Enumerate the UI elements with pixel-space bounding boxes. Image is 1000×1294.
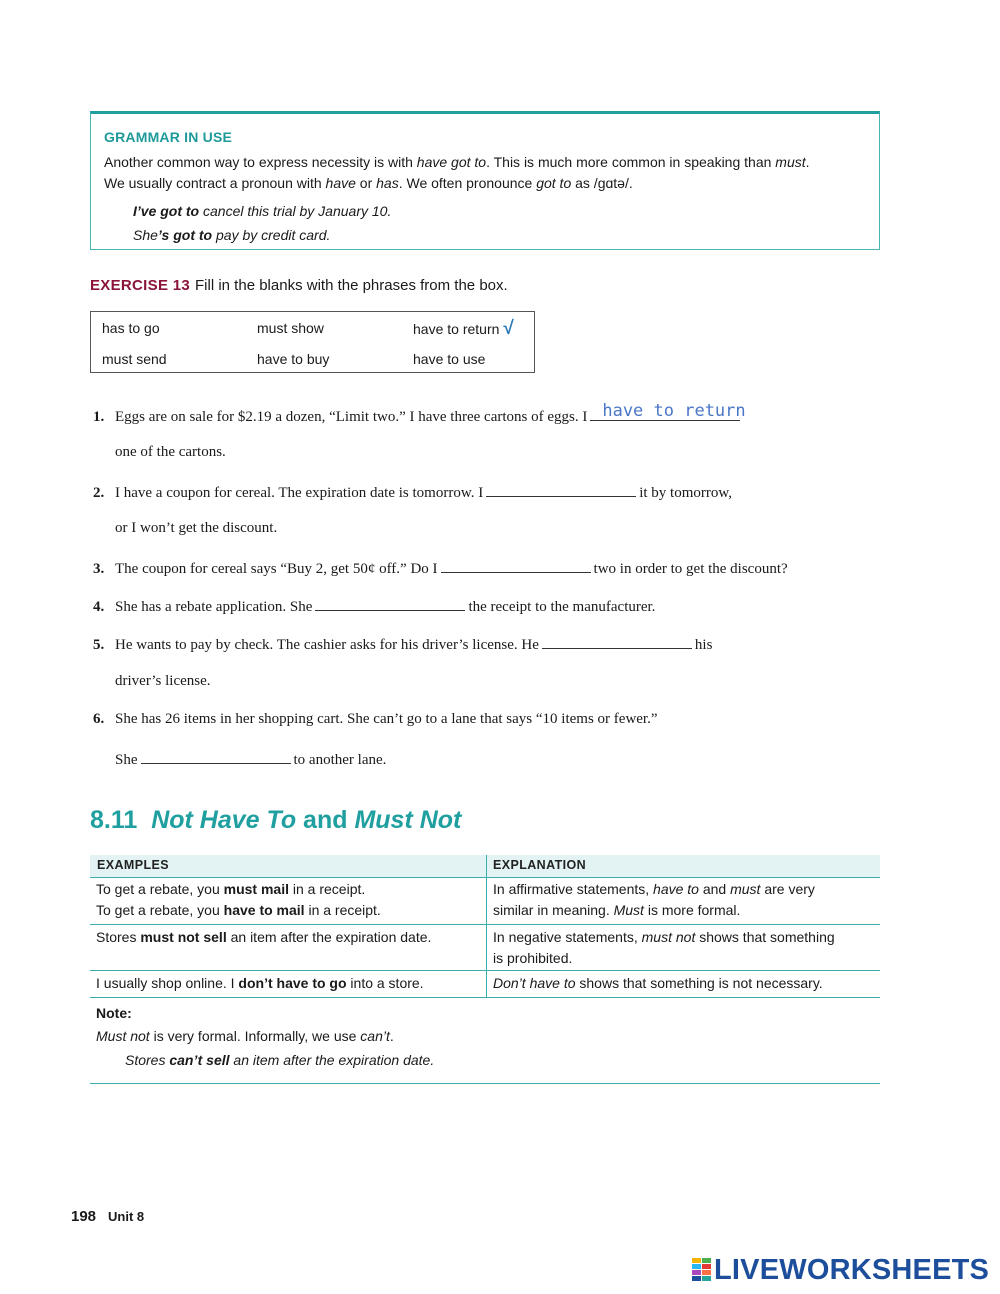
grammar-box-line-2: We usually contract a pronoun with have or has. We often pronounce got to as /gɑtə/. — [104, 175, 633, 191]
exercise-item-2: 2. I have a coupon for cereal. The expiration date is tomorrow. I it by tomorrow, — [93, 482, 732, 502]
answer-blank-6[interactable] — [141, 749, 291, 764]
answer-blank-4[interactable] — [315, 596, 465, 611]
header-examples: EXAMPLES — [97, 858, 169, 872]
answer-blank-5[interactable] — [542, 634, 692, 649]
grammar-box-title: GRAMMAR IN USE — [104, 129, 233, 145]
section-number: 8.11 — [90, 806, 138, 834]
exercise-item-3: 3. The coupon for cereal says “Buy 2, get 50¢ off.” Do I two in order to get the discount? — [93, 558, 788, 578]
row-divider — [90, 924, 880, 925]
exercise-item-4: 4. She has a rebate application. She the receipt to the manufacturer. — [93, 596, 655, 616]
table-header — [90, 855, 880, 878]
exercise-item-5: 5. He wants to pay by check. The cashier asks for his driver’s license. He his — [93, 634, 712, 654]
phrase-have-to-return: have to return √ — [413, 318, 514, 339]
phrase-have-to-use: have to use — [413, 351, 486, 367]
check-mark-icon: √ — [503, 318, 514, 339]
column-divider — [486, 855, 487, 997]
row-divider — [90, 997, 880, 998]
answer-blank-1[interactable] — [590, 401, 746, 421]
exercise-label: EXERCISE 13 — [90, 277, 191, 294]
header-explanation: EXPLANATION — [493, 858, 587, 872]
liveworksheets-icon — [692, 1258, 712, 1282]
exercise-item-1: 1. Eggs are on sale for $2.19 a dozen, “Limit two.” I have three cartons of eggs. I have to return — [93, 401, 746, 425]
grammar-in-use-box — [90, 111, 880, 250]
note-example: Stores can’t sell an item after the expiration date. — [125, 1052, 435, 1068]
answer-blank-3[interactable] — [441, 558, 591, 573]
exercise-item-1-continuation: one of the cartons. — [115, 444, 226, 460]
exercise-item-2-continuation: or I won’t get the discount. — [115, 520, 278, 536]
grammar-example-1: I’ve got to cancel this trial by January 10. — [133, 203, 392, 219]
table-row-3-explanation: Don’t have to shows that something is not necessary. — [493, 975, 823, 991]
grammar-box-line-1: Another common way to express necessity is with have got to. This is much more common in speaking than must. — [104, 154, 810, 170]
unit-label: Unit 8 — [108, 1209, 145, 1224]
grammar-example-2: She’s got to pay by credit card. — [133, 227, 331, 243]
phrase-must-show: must show — [257, 320, 324, 336]
liveworksheets-logo[interactable] — [692, 1254, 989, 1287]
table-row-1-example: To get a rebate, you must mail in a receipt. To get a rebate, you have to mail in a receipt. — [96, 881, 381, 918]
note-label: Note: — [96, 1005, 132, 1021]
table-bottom-border — [90, 1083, 880, 1084]
answer-blank-2[interactable] — [486, 482, 636, 497]
answer-text-1: have to return — [602, 401, 746, 421]
phrase-box — [90, 311, 535, 373]
table-row-1-explanation: In affirmative statements, have to and must are very similar in meaning. Must is more formal. — [493, 881, 815, 918]
logo-text: LIVEWORKSHEETS — [714, 1254, 990, 1286]
phrase-must-send: must send — [102, 351, 167, 367]
table-row-2-example: Stores must not sell an item after the expiration date. — [96, 929, 432, 945]
note-line: Must not is very formal. Informally, we use can’t. — [96, 1028, 394, 1044]
page-footer — [71, 1208, 144, 1225]
phrase-have-to-buy: have to buy — [257, 351, 330, 367]
section-heading: 8.11 Not Have To and Must Not — [90, 806, 462, 834]
row-divider — [90, 970, 880, 971]
exercise-instruction: Fill in the blanks with the phrases from the box. — [195, 277, 508, 294]
phrase-has-to-go: has to go — [102, 320, 160, 336]
exercise-item-6: 6. She has 26 items in her shopping cart. She can’t go to a lane that says “10 items or fewer.” — [93, 711, 658, 727]
table-row-2-explanation: In negative statements, must not shows that something is prohibited. — [493, 929, 835, 966]
table-row-3-example: I usually shop online. I don’t have to go into a store. — [96, 975, 424, 991]
page-number: 198 — [71, 1208, 97, 1225]
exercise-heading — [90, 277, 508, 294]
exercise-item-6-continuation: She to another lane. — [115, 749, 386, 769]
exercise-item-5-continuation: driver’s license. — [115, 673, 211, 689]
